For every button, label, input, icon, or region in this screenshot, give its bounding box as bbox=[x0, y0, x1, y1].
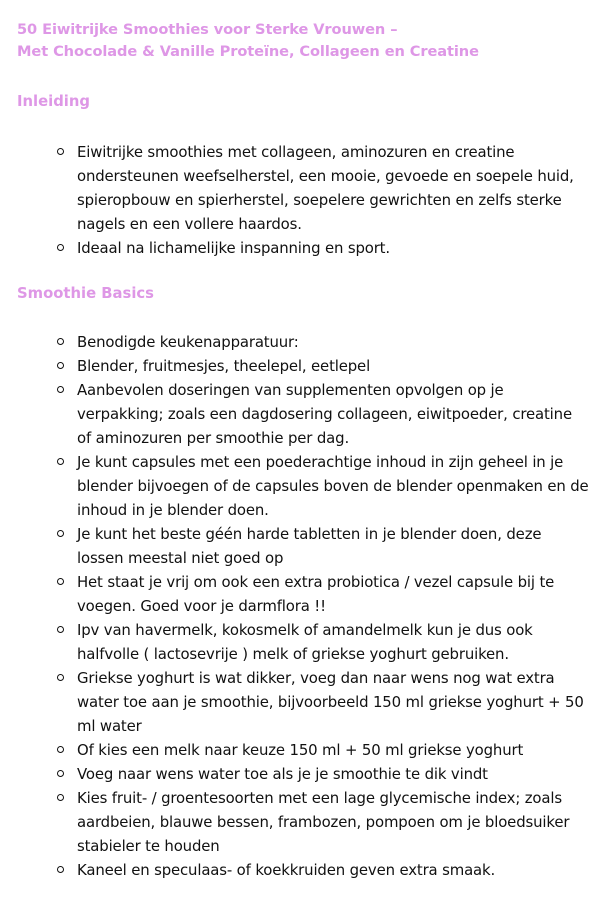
document-title bbox=[17, 19, 479, 63]
intro-list bbox=[0, 140, 600, 260]
list-item: Het staat je vrij om ook een extra probiotica / vezel capsule bij te voegen. Goed voor je darmflora !! bbox=[0, 570, 600, 618]
list-item: Benodigde keukenapparatuur: bbox=[0, 330, 600, 354]
list-item: Eiwitrijke smoothies met collageen, aminozuren en creatine ondersteunen weefselherstel, een mooie, gevoede en soepele huid, spieropbouw en spierherstel, soepelere gewrichten en zelfs sterke nagels en een vollere haardos. bbox=[0, 140, 600, 236]
list-item: Aanbevolen doseringen van supplementen opvolgen op je verpakking; zoals een dagdosering collageen, eiwitpoeder, creatine of aminozuren per smoothie per dag. bbox=[0, 378, 600, 450]
title-line-2: Met Chocolade & Vanille Proteïne, Collageen en Creatine bbox=[17, 43, 479, 60]
list-item: Kaneel en speculaas- of koekkruiden geven extra smaak. bbox=[0, 858, 600, 882]
list-item: Voeg naar wens water toe als je je smoothie te dik vindt bbox=[0, 762, 600, 786]
list-item: Kies fruit- / groentesoorten met een lage glycemische index; zoals aardbeien, blauwe bessen, frambozen, pompoen om je bloedsuiker stabieler te houden bbox=[0, 786, 600, 858]
list-item: Ideaal na lichamelijke inspanning en sport. bbox=[0, 236, 600, 260]
intro-heading: Inleiding bbox=[17, 93, 91, 110]
list-item: Of kies een melk naar keuze 150 ml + 50 ml griekse yoghurt bbox=[0, 738, 600, 762]
list-item: Ipv van havermelk, kokosmelk of amandelmelk kun je dus ook halfvolle ( lactosevrije ) melk of griekse yoghurt gebruiken. bbox=[0, 618, 600, 666]
list-item: Griekse yoghurt is wat dikker, voeg dan naar wens nog wat extra water toe aan je smoothie, bijvoorbeeld 150 ml griekse yoghurt + 50 ml water bbox=[0, 666, 600, 738]
title-line-1: 50 Eiwitrijke Smoothies voor Sterke Vrouwen – bbox=[17, 21, 398, 38]
list-item: Je kunt het beste géén harde tabletten in je blender doen, deze lossen meestal niet goed op bbox=[0, 522, 600, 570]
list-item: Je kunt capsules met een poederachtige inhoud in zijn geheel in je blender bijvoegen of de capsules boven de blender openmaken en de inhoud in je blender doen. bbox=[0, 450, 600, 522]
basics-list bbox=[0, 330, 600, 882]
list-item: Blender, fruitmesjes, theelepel, eetlepel bbox=[0, 354, 600, 378]
basics-heading: Smoothie Basics bbox=[17, 285, 154, 302]
